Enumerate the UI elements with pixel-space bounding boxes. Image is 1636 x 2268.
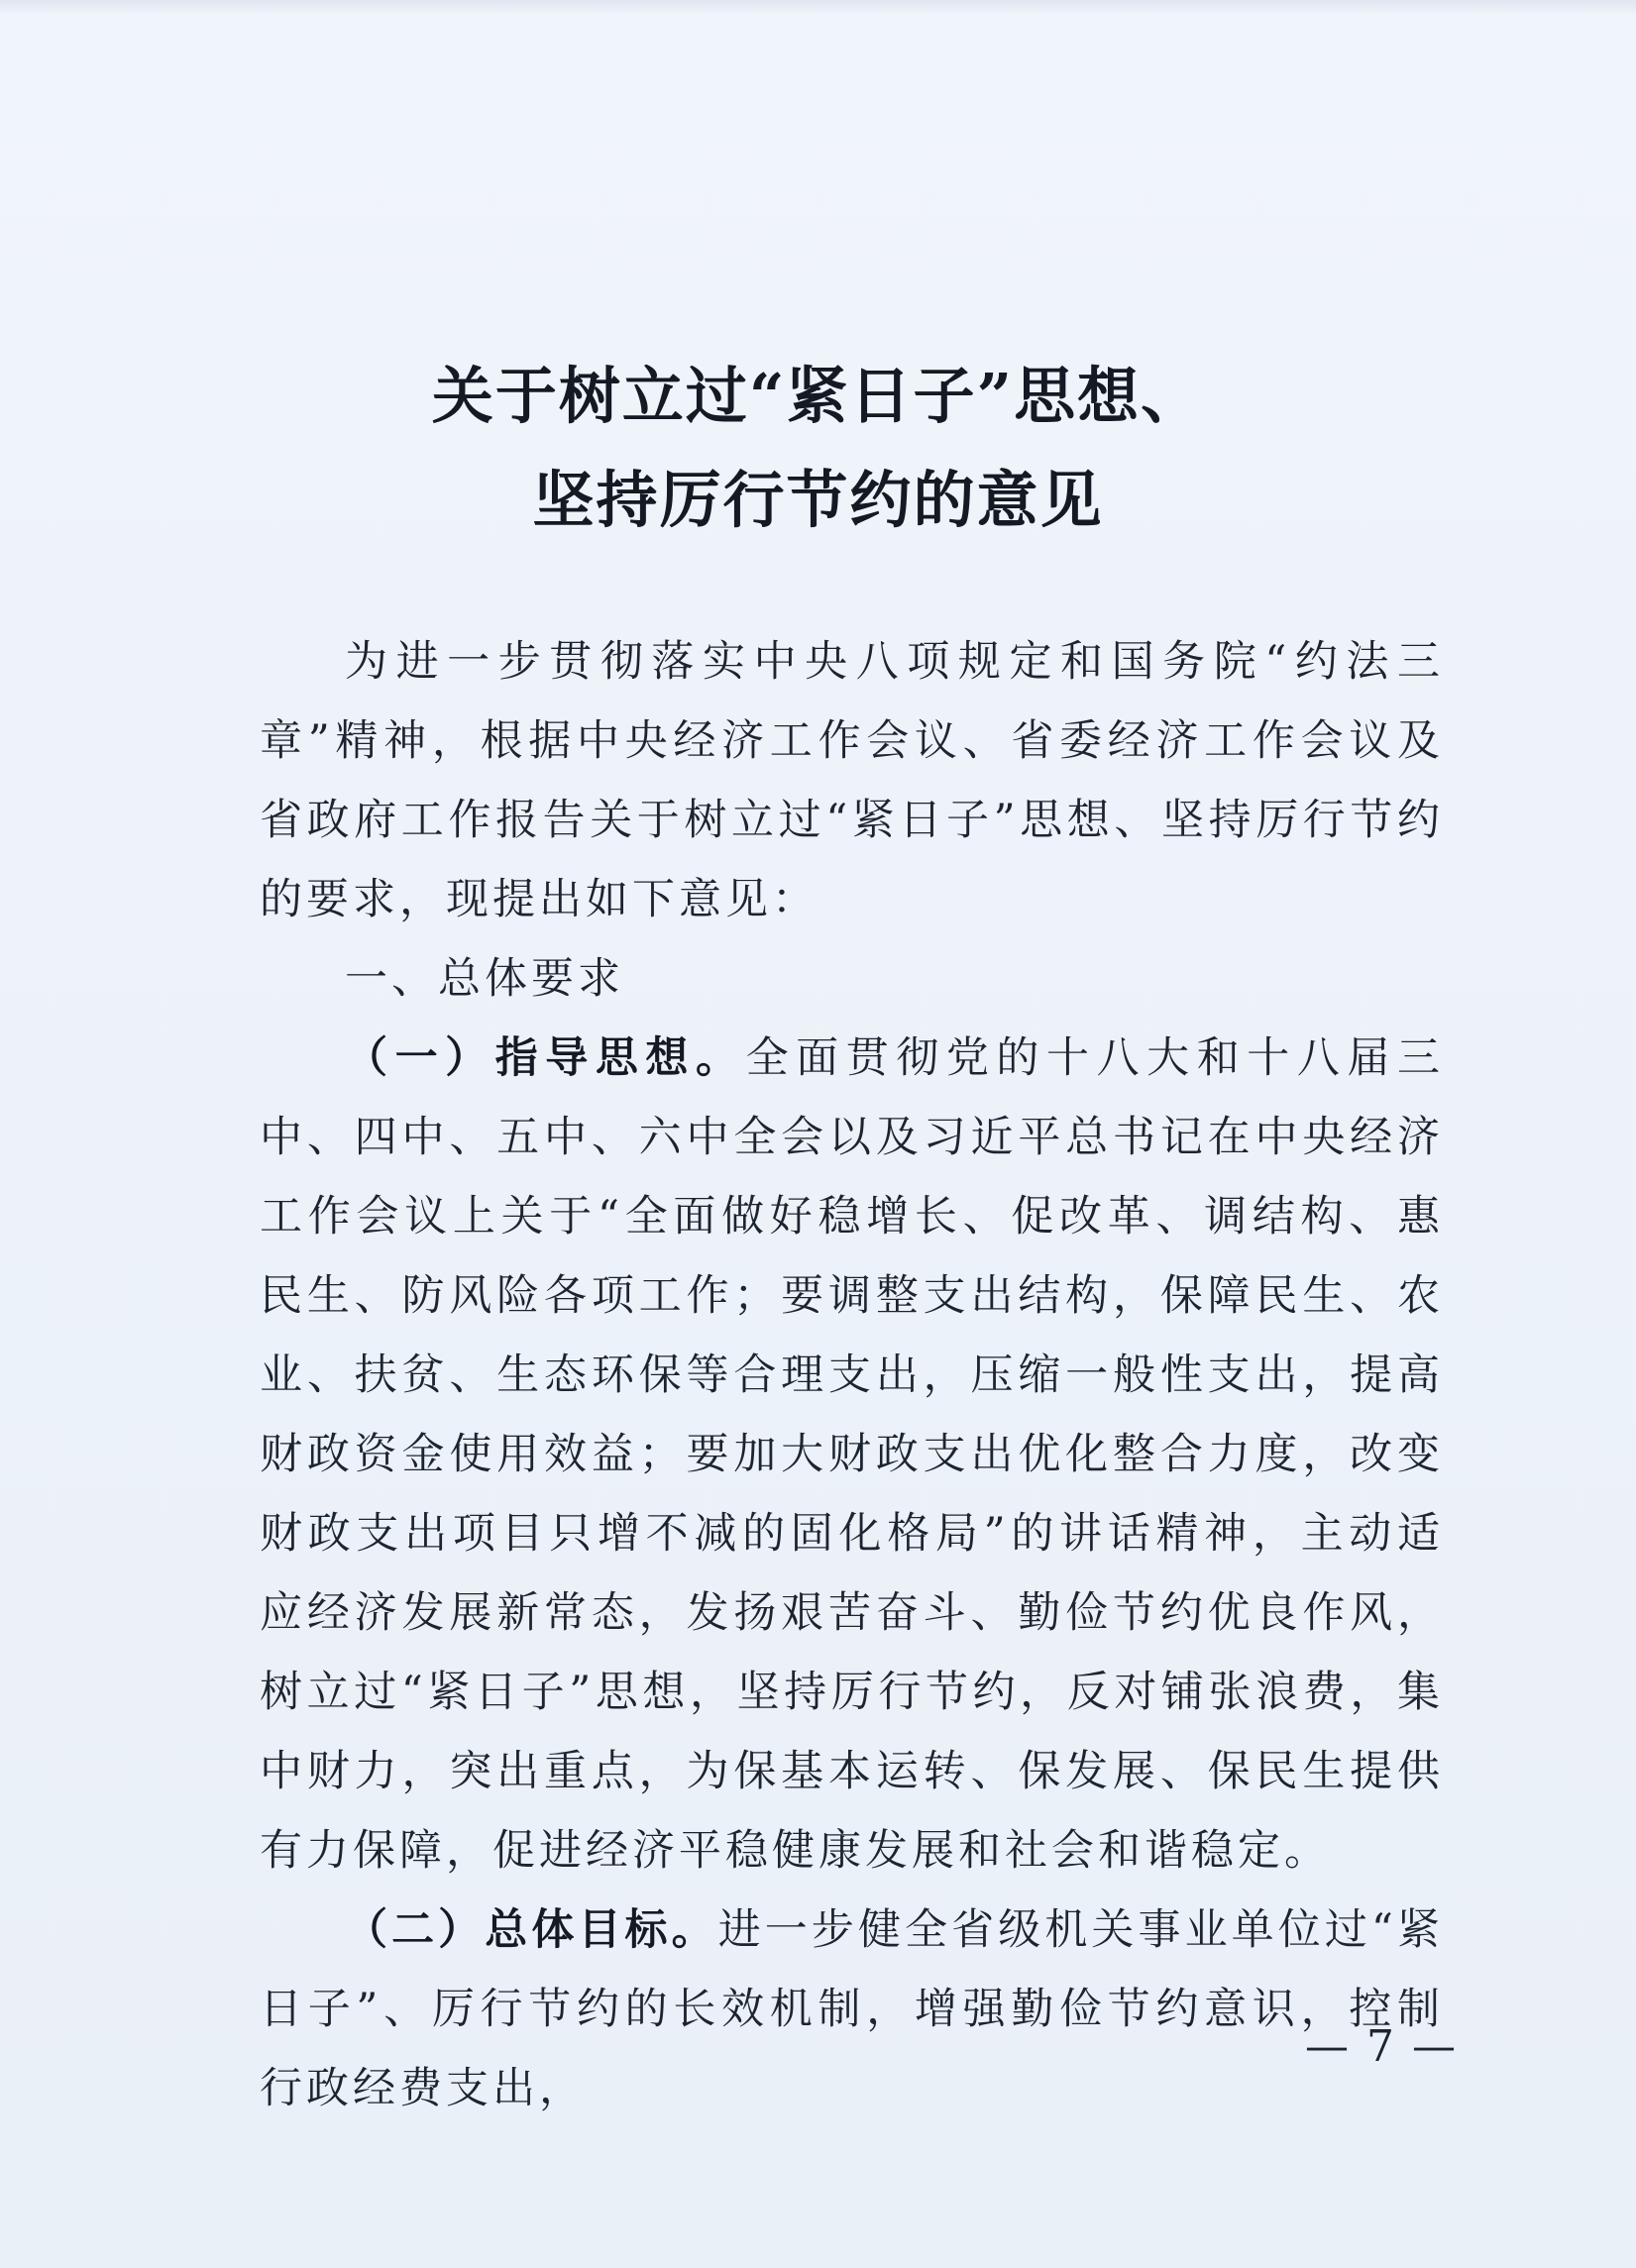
scan-top-edge [0,0,1636,14]
page-number: — 7 — [1305,2021,1458,2072]
item-label-guiding-thought: （一）指导思想。 [345,1033,746,1083]
intro-paragraph: 为进一步贯彻落实中央八项规定和国务院“约法三章”精神，根据中央经济工作会议、省委经济工作会议及省政府工作报告关于树立过“紧日子”思想、坚持厉行节约的要求，现提出如下意见： [260,637,1444,924]
document-title-line-1: 关于树立过“紧日子”思想、 [431,360,1205,432]
document-body [260,622,1444,2128]
item-text-overall-goal: 进一步健全省级机关事业单位过“紧日子”、厉行节约的长效机制，增强勤俭节约意识，控制行政经费支出， [260,1905,1445,2113]
item-text-guiding-thought: 全面贯彻党的十八大和十八届三中、四中、五中、六中全会以及习近平总书记在中央经济工作会议上关于“全面做好稳增长、促改革、调结构、惠民生、防风险各项工作；要调整支出结构，保障民生、农业、扶贫、生态环保等合理支出，压缩一般性支出，提高财政资金使用效益；要加大财政支出优化整合力度，改变财政支出项目只增不减的固化格局”的讲话精神，主动适应经济发展新常态，发扬艰苦奋斗、勤俭节约优良作风，树立过“紧日子”思想，坚持厉行节约，反对铺张浪费，集中财力，突出重点，为保基本运转、保发展、保民生提供有力保障，促进经济平稳健康发展和社会和谐稳定。 [260,1033,1445,1876]
paragraph-overall-goal [260,1890,1444,2128]
section-heading-overall-requirements: 一、总体要求 [345,954,624,1004]
document-title-line-2: 坚持厉行节约的意见 [532,464,1104,536]
paragraph-guiding-thought [260,1019,1444,1890]
item-label-overall-goal: （二）总体目标。 [345,1905,718,1955]
